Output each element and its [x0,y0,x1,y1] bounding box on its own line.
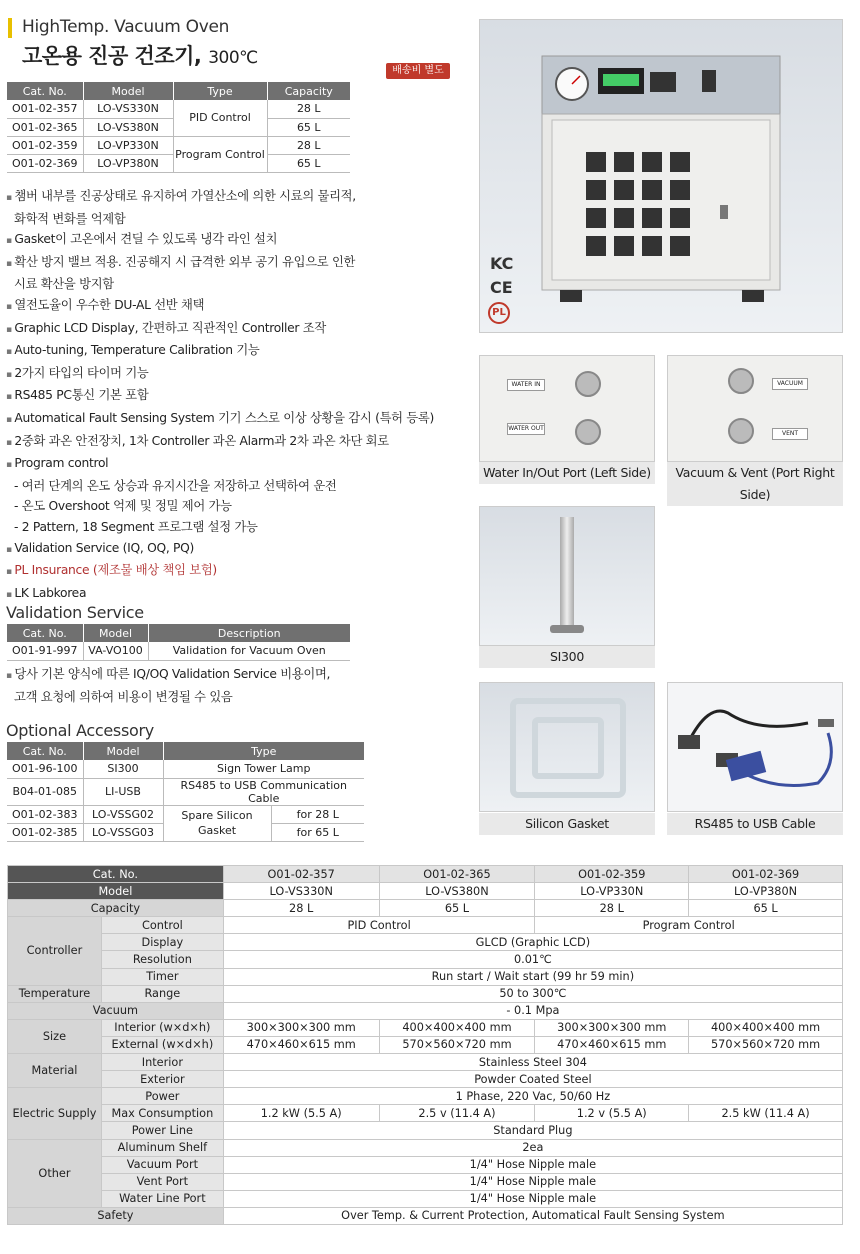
spare-line2: Gasket [197,824,237,837]
spec-group: Temperature [8,985,102,1002]
spec-cat: O01-02-365 [379,866,535,883]
spec-cell: 570×560×720 mm [379,1036,535,1053]
spec-cell: 470×460×615 mm [223,1036,379,1053]
title-temp: 300℃ [208,48,258,68]
feature-item: ▪ Program control [6,453,466,476]
spec-label: Safety [8,1207,224,1224]
catalog-table [7,82,350,173]
feature-item: 화학적 변화를 억제함 [14,211,126,226]
cell: O01-91-997 [7,642,83,660]
gasket-photo [479,682,655,812]
spec-group: Other [8,1139,102,1207]
pl-mark: PL [488,302,510,324]
spec-cell: 570×560×720 mm [689,1036,843,1053]
product-title-en: HighTemp. Vacuum Oven [22,17,230,37]
col-model: Model [83,742,163,760]
spec-label: Water Line Port [101,1190,223,1207]
spec-model: LO-VS380N [379,883,535,900]
feature-item: 시료 확산을 방지함 [14,277,114,292]
feature-item: ▪ 2가지 타입의 타이머 기능 [6,363,466,386]
spec-label: Aluminum Shelf [101,1139,223,1156]
accessory-title: Optional Accessory [6,721,154,740]
col-type: Type [163,742,364,760]
feature-item: ▪ RS485 PC통신 기본 포함 [6,385,466,408]
cell: 65 L [267,118,350,136]
spec-table [7,865,843,1225]
col-catno: Cat. No. [7,742,83,760]
cell: VA-VO100 [83,642,148,660]
feature-item: ▪ 확산 방지 밸브 적용. 진공해지 시 급격한 외부 공기 유입으로 인한 [6,252,466,275]
spec-cell: 400×400×400 mm [689,1019,843,1036]
title-accent-bar [8,18,12,38]
spec-cell: 65 L [689,900,843,917]
spec-label: Capacity [8,900,224,917]
oven-illustration [480,20,844,334]
spec-label: Resolution [101,951,223,968]
feature-item-pl: ▪ PL Insurance (제조물 배상 책임 보험) [6,560,466,583]
spec-cell: 65 L [379,900,535,917]
kc-mark: KC [490,254,514,273]
spec-group: Material [8,1054,102,1088]
feature-item: ▪ Auto-tuning, Temperature Calibration 기능 [6,340,466,363]
cell: B04-01-085 [7,778,83,805]
caption-usb: RS485 to USB Cable [667,813,843,835]
feature-item: ▪ 열전도율이 우수한 DU-AL 선반 채택 [6,295,466,318]
water-port-photo [479,355,655,462]
validation-table [7,624,350,661]
label-water-in: WATER IN [507,379,545,391]
vacuum-port-photo [667,355,843,462]
spec-cell: 1.2 kW (5.5 A) [223,1105,379,1122]
label-water-out: WATER OUT [507,423,545,435]
spec-cat: O01-02-359 [535,866,689,883]
cell: LI-USB [83,778,163,805]
spec-cell: 470×460×615 mm [535,1036,689,1053]
spec-cell: Program Control [535,917,843,934]
spec-cell: 300×300×300 mm [535,1019,689,1036]
cell: RS485 to USB Communication Cable [163,778,364,805]
spec-cell: 28 L [223,900,379,917]
vacuum-fitting [728,368,754,394]
oven-photo [479,19,843,333]
spec-cell: 50 to 300℃ [223,985,842,1002]
spec-header-catno: Cat. No. [8,866,224,883]
cell: 65 L [267,154,350,172]
cell: SI300 [83,760,163,778]
accessory-table [7,742,364,842]
feature-item: ▪ LK Labkorea [6,583,466,606]
caption-water-port: Water In/Out Port (Left Side) [479,462,655,484]
spec-model: LO-VP380N [689,883,843,900]
spec-cell: Over Temp. & Current Protection, Automatical Fault Sensing System [223,1207,842,1224]
cell: O01-02-369 [7,154,83,172]
spec-cat: O01-02-357 [223,866,379,883]
cell: LO-VS380N [83,118,173,136]
cell: LO-VS330N [83,100,173,118]
shipping-badge: 배송비 별도 [386,63,450,79]
caption-vacuum-port: Vacuum & Vent (Port Right Side) [667,462,843,506]
vent-fitting [728,418,754,444]
label-vent: VENT [772,428,808,440]
cell: O01-02-359 [7,136,83,154]
spec-cell: Standard Plug [223,1122,842,1139]
cell: LO-VP330N [83,136,173,154]
usb-cable-photo [667,682,843,812]
spec-group: Electric Supply [8,1088,102,1139]
cell: for 28 L [271,805,364,823]
cell: O01-02-357 [7,100,83,118]
spec-cell: GLCD (Graphic LCD) [223,934,842,951]
water-out-fitting [575,419,601,445]
cell: LO-VSSG03 [83,823,163,841]
feature-item: - 여러 단계의 온도 상승과 유지시간을 저장하고 선택하여 운전 [14,478,337,493]
cell-spare [163,805,271,841]
caption-si300: SI300 [479,646,655,668]
feature-item: - 2 Pattern, 18 Segment 프로그램 설정 가능 [14,519,258,534]
spec-cell: 400×400×400 mm [379,1019,535,1036]
cell: O01-96-100 [7,760,83,778]
spec-cell: 2ea [223,1139,842,1156]
cell: O01-02-365 [7,118,83,136]
col-catno: Cat. No. [7,624,83,642]
spec-model: LO-VP330N [535,883,689,900]
spec-label: Vacuum Port [101,1156,223,1173]
spec-cell: Stainless Steel 304 [223,1054,842,1071]
product-title-ko [22,40,258,70]
spec-label: Vacuum [8,1002,224,1019]
si300-photo [479,506,655,646]
tower-lamp [560,517,574,627]
cell: O01-02-383 [7,805,83,823]
cell-type-pid: PID Control [173,100,267,136]
spec-label: Power [101,1088,223,1105]
validation-notes [6,664,466,707]
label-vacuum: VACUUM [772,378,808,390]
spec-cell: 2.5 v (11.4 A) [379,1105,535,1122]
feature-item: ▪ 챔버 내부를 진공상태로 유지하여 가열산소에 의한 시료의 물리적, [6,186,466,209]
col-description: Description [148,624,350,642]
cell: LO-VP380N [83,154,173,172]
spec-label: Display [101,934,223,951]
cell: 28 L [267,136,350,154]
col-catno: Cat. No. [7,82,83,100]
ce-mark: CE [490,278,513,297]
spec-cell: 1.2 v (5.5 A) [535,1105,689,1122]
feature-item: ▪ Validation Service (IQ, OQ, PQ) [6,538,466,561]
spec-cell: 0.01℃ [223,951,842,968]
title-ko-text: 고온용 진공 건조기, [22,44,202,68]
spec-label: Timer [101,968,223,985]
spec-label: Power Line [101,1122,223,1139]
spec-cat: O01-02-369 [689,866,843,883]
spec-label: Vent Port [101,1173,223,1190]
spec-label: Exterior [101,1071,223,1088]
spare-line1: Spare Silicon [181,809,253,822]
feature-list [6,186,466,605]
spec-cell: 1/4" Hose Nipple male [223,1173,842,1190]
col-capacity: Capacity [267,82,350,100]
spec-header-model: Model [8,883,224,900]
cell: Validation for Vacuum Oven [148,642,350,660]
feature-item: ▪ Gasket이 고온에서 견딜 수 있도록 냉각 라인 설치 [6,229,466,252]
spec-cell: Run start / Wait start (99 hr 59 min) [223,968,842,985]
spec-label: Interior [101,1054,223,1071]
feature-item: - 온도 Overshoot 억제 및 정밀 제어 가능 [14,499,232,514]
col-type: Type [173,82,267,100]
cell: LO-VSSG02 [83,805,163,823]
spec-label: Max Consumption [101,1105,223,1122]
feature-item: ▪ Automatical Fault Sensing System 기기 스스로 이상 상황을 감시 (특허 등록) [6,408,466,431]
spec-cell: 28 L [535,900,689,917]
spec-cell: 1/4" Hose Nipple male [223,1156,842,1173]
spec-cell: Powder Coated Steel [223,1071,842,1088]
spec-cell: 1 Phase, 220 Vac, 50/60 Hz [223,1088,842,1105]
cell: O01-02-385 [7,823,83,841]
spec-group: Size [8,1019,102,1053]
spec-label: Range [101,985,223,1002]
caption-gasket: Silicon Gasket [479,813,655,835]
feature-item: ▪ Graphic LCD Display, 간편하고 직관적인 Controller 조작 [6,318,466,341]
validation-note: ▪ 당사 기본 양식에 따른 IQ/OQ Validation Service 비용이며, [6,664,466,687]
cell: for 65 L [271,823,364,841]
cell: 28 L [267,100,350,118]
spec-cell: 1/4" Hose Nipple male [223,1190,842,1207]
col-model: Model [83,624,148,642]
spec-cell: 300×300×300 mm [223,1019,379,1036]
feature-item: ▪ 2중화 과온 안전장치, 1차 Controller 과온 Alarm과 2차 과온 차단 회로 [6,431,466,454]
water-in-fitting [575,371,601,397]
cell-type-program: Program Control [173,136,267,172]
spec-cell: PID Control [223,917,535,934]
validation-title: Validation Service [6,603,144,622]
spec-label: Interior (w×d×h) [101,1019,223,1036]
usb-cable-illustration [668,683,844,813]
spec-cell: - 0.1 Mpa [223,1002,842,1019]
validation-note: 고객 요청에 의하여 비용이 변경될 수 있음 [14,689,233,704]
cell: Sign Tower Lamp [163,760,364,778]
tower-base [550,625,584,633]
spec-label: External (w×d×h) [101,1036,223,1053]
spec-label: Control [101,917,223,934]
spec-group: Controller [8,917,102,985]
col-model: Model [83,82,173,100]
gasket-inner [532,717,604,779]
spec-cell: 2.5 kW (11.4 A) [689,1105,843,1122]
spec-model: LO-VS330N [223,883,379,900]
